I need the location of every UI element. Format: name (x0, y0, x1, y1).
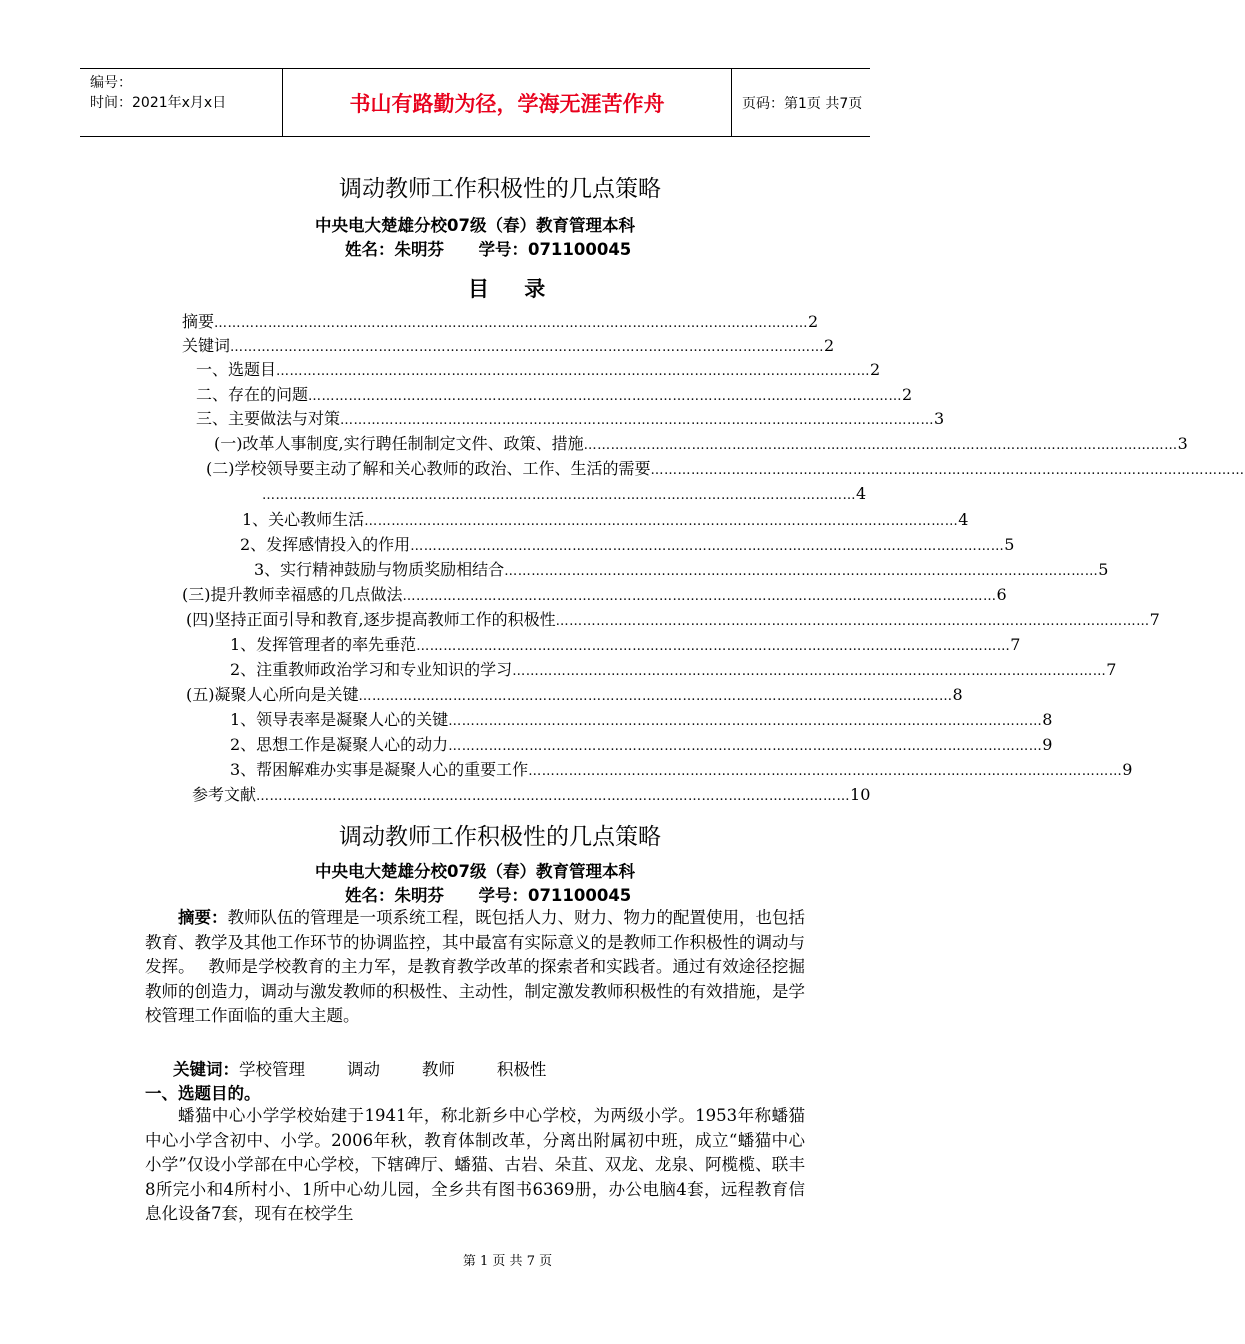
toc-leader: …………………………………………………………………………………………………………………… (448, 714, 1043, 729)
toc-entry[interactable]: 摘要 …………………………………………………………………………………………………………………… 2 (182, 310, 776, 334)
toc-entry[interactable]: …………………………………………………………………………………………………………………… 4 (262, 482, 714, 506)
toc-leader: …………………………………………………………………………………………………………………… (650, 463, 1245, 478)
page-header (80, 68, 870, 137)
body-subtitle: 中央电大楚雄分校07级（春）教育管理本科 (315, 862, 635, 881)
toc-leader: …………………………………………………………………………………………………………………… (528, 764, 1123, 779)
toc-entry[interactable]: 3、实行精神鼓励与物质奖励相结合 …………………………………………………………………………………………………………………… 5 (254, 558, 796, 582)
toc-entry[interactable]: 1、发挥管理者的率先垂范 …………………………………………………………………………………………………………………… 7 (230, 633, 804, 657)
toc-leader: …………………………………………………………………………………………………………………… (410, 539, 1005, 554)
keywords-row (173, 1056, 546, 1080)
toc-entry[interactable]: (二)学校领导要主动了解和关心教师的政治、工作、生活的需要 …………………………………………………………………………………………………………………… (206, 457, 830, 481)
toc-entry[interactable]: 1、关心教师生活 …………………………………………………………………………………………………………………… 4 (242, 508, 796, 532)
section-heading: 一、选题目的。 (145, 1084, 261, 1103)
header-motto: 书山有路勤为径，学海无涯苦作舟 (282, 69, 732, 136)
body-title: 调动教师工作积极性的几点策略 (339, 824, 661, 850)
header-time-label: 时间：2021年x月x日 (90, 95, 227, 111)
toc-leader: …………………………………………………………………………………………………………………… (276, 364, 871, 379)
toc-entry[interactable]: 2、发挥感情投入的作用 …………………………………………………………………………………………………………………… 5 (240, 533, 796, 557)
abstract-paragraph (145, 906, 805, 1029)
toc-leader: …………………………………………………………………………………………………………………… (504, 564, 1099, 579)
toc-entry[interactable]: 3、帮困解难办实事是凝聚人心的重要工作 …………………………………………………………………………………………………………………… 9 (230, 758, 804, 782)
toc-entry[interactable]: (五)凝聚人心所向是关键 …………………………………………………………………………………………………………………… 8 (186, 683, 804, 707)
toc-entry[interactable]: 三、主要做法与对策 …………………………………………………………………………………………………………………… 3 (196, 407, 780, 431)
toc-entry[interactable]: (三)提升教师幸福感的几点做法 …………………………………………………………………………………………………………………… 6 (182, 583, 802, 607)
toc-leader: …………………………………………………………………………………………………………………… (512, 664, 1107, 679)
toc-leader: …………………………………………………………………………………………………………………… (416, 639, 1011, 654)
header-number-label: 编号： (90, 75, 132, 91)
keywords-text: 学校管理 调动 教师 积极性 (239, 1060, 547, 1079)
toc-entry[interactable]: (四)坚持正面引导和教育,逐步提高教师工作的积极性 …………………………………………………………………………………………………………………… 7 (186, 608, 796, 632)
toc-leader: …………………………………………………………………………………………………………………… (308, 389, 903, 404)
toc-entry[interactable]: 参考文献 …………………………………………………………………………………………………………………… 10 (192, 783, 804, 807)
keywords-label: 关键词： (173, 1060, 239, 1079)
document-subtitle: 中央电大楚雄分校07级（春）教育管理本科 (315, 216, 635, 235)
toc-leader: …………………………………………………………………………………………………………………… (214, 316, 809, 331)
author-line: 姓名：朱明芬 学号：071100045 (345, 240, 632, 259)
toc-leader: …………………………………………………………………………………………………………………… (262, 488, 856, 503)
toc-leader: …………………………………………………………………………………………………………………… (555, 614, 1150, 629)
document-title: 调动教师工作积极性的几点策略 (339, 176, 661, 202)
toc-entry[interactable]: 二、存在的问题 …………………………………………………………………………………………………………………… 2 (196, 383, 780, 407)
abstract-label: 摘要： (178, 908, 228, 927)
section-paragraph: 蟠猫中心小学学校始建于1941年，称北新乡中心学校，为两级小学。1953年称蟠猫中心小学含初中、小学。2006年秋，教育体制改革，分离出附属初中班，成立“蟠猫中心小学”仅设小学部在中心学校，下辖碑厅、蟠猫、古岩、朵苴、双龙、龙泉、阿榄榄、联丰8所完小和4所村小、1所中心幼儿园，全乡共有图书6369册，办公电脑4套，远程教育信息化设备7套，现有在校学生 (145, 1106, 805, 1224)
toc-leader: …………………………………………………………………………………………………………………… (340, 413, 935, 428)
toc-entry[interactable]: 关键词 …………………………………………………………………………………………………………………… 2 (182, 334, 784, 358)
toc-entry[interactable]: (一)改革人事制度,实行聘任制制定文件、政策、措施 …………………………………………………………………………………………………………………… 3 (214, 432, 786, 456)
toc-entry[interactable]: 一、选题目 …………………………………………………………………………………………………………………… 2 (196, 358, 780, 382)
toc-leader: …………………………………………………………………………………………………………………… (583, 438, 1178, 453)
toc-leader: …………………………………………………………………………………………………………………… (358, 689, 953, 704)
toc-leader: …………………………………………………………………………………………………………………… (448, 739, 1043, 754)
abstract-text: 教师队伍的管理是一项系统工程，既包括人力、财力、物力的配置使用，也包括教育、教学及其他工作环节的协调监控，其中最富有实际意义的是教师工作积极性的调动与发挥。 教师是学校教育的主力军，是教育教学改革的探索者和实践者。通过有效途径挖掘教师的创造力，调动与激发教师的积极性、主动性，制定激发教师积极性的有效措施，是学校管理工作面临的重大主题。 (145, 908, 805, 1026)
toc-leader: …………………………………………………………………………………………………………………… (402, 589, 997, 604)
toc-heading: 目 录 (468, 277, 560, 301)
toc-leader: …………………………………………………………………………………………………………………… (364, 514, 959, 529)
toc-leader: …………………………………………………………………………………………………………………… (230, 340, 825, 355)
body-author-line: 姓名：朱明芬 学号：071100045 (345, 886, 632, 905)
header-meta (90, 73, 280, 113)
toc-entry[interactable]: 2、思想工作是凝聚人心的动力 …………………………………………………………………………………………………………………… 9 (230, 733, 804, 757)
toc-entry[interactable]: 1、领导表率是凝聚人心的关键 …………………………………………………………………………………………………………………… 8 (230, 708, 804, 732)
page-footer: 第 1 页 共 7 页 (462, 1254, 553, 1269)
toc-entry[interactable]: 2、注重教师政治学习和专业知识的学习 …………………………………………………………………………………………………………………… 7 (230, 658, 804, 682)
header-page-label: 页码：第1页 共7页 (742, 95, 863, 112)
toc-leader: …………………………………………………………………………………………………………………… (256, 789, 851, 804)
